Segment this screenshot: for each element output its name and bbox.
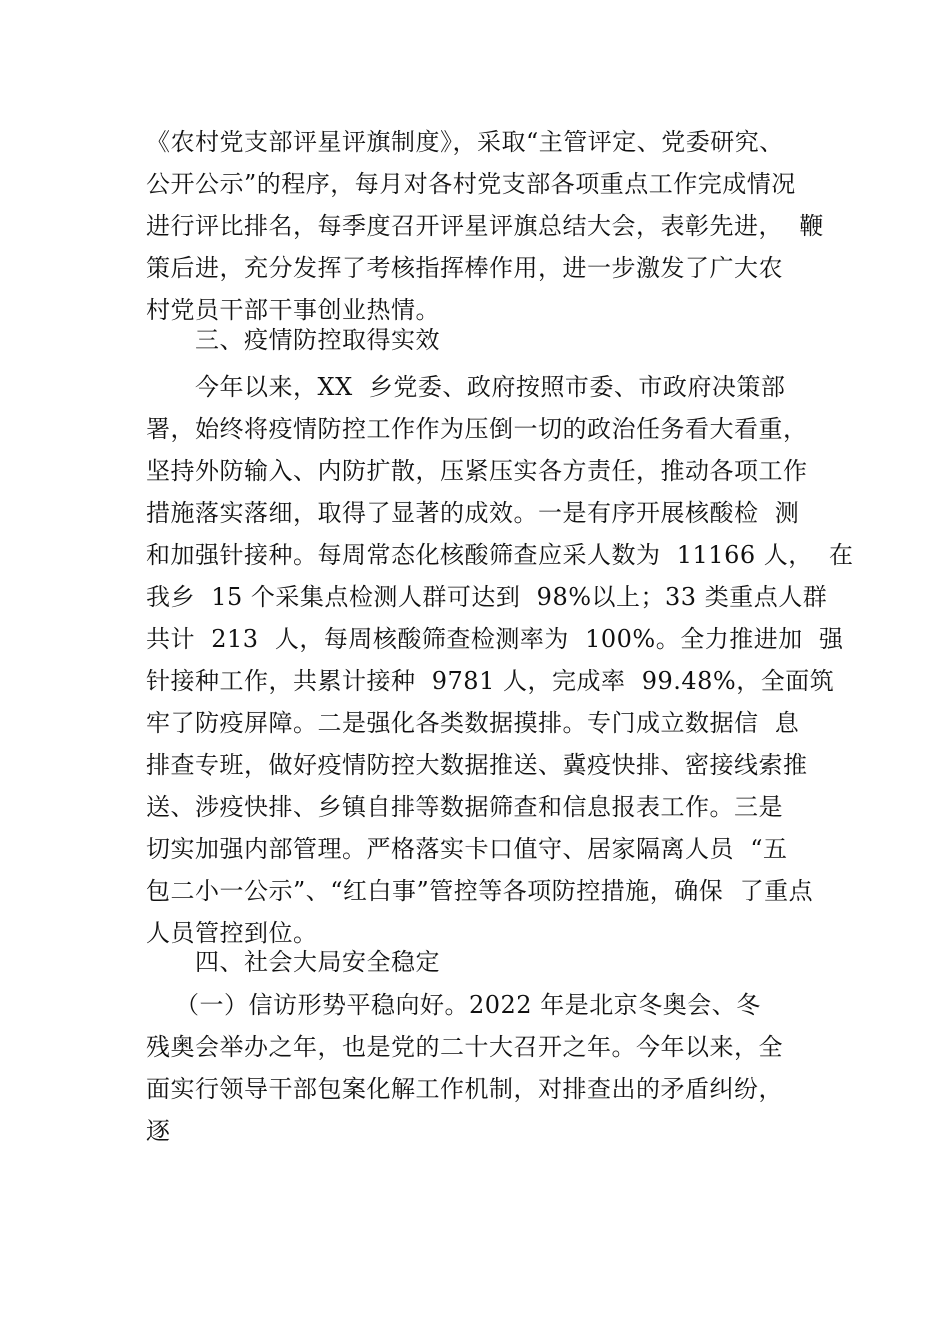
text-line: 共计 213 人，每周核酸筛查检测率为 100%。全力推进加 强 — [146, 625, 844, 653]
text-line: 针接种工作，共累计接种 9781 人，完成率 99.48%，全面筑 — [146, 667, 835, 695]
text-line: 今年以来，XX 乡党委、政府按照市委、市政府决策部 — [195, 373, 786, 401]
text-line: 逐 — [146, 1117, 171, 1145]
text-line: 包二小一公示”、“红白事”管控等各项防控措施，确保 了重点 — [146, 877, 814, 905]
text-line: 公开公示”的程序，每月对各村党支部各项重点工作完成情况 — [146, 170, 796, 198]
text-line: 人员管控到位。 — [146, 919, 318, 947]
section-heading: 三、疫情防控取得实效 — [195, 326, 440, 354]
text-line: 署，始终将疫情防控工作作为压倒一切的政治任务看大看重， — [146, 415, 808, 443]
text-line: 切实加强内部管理。严格落实卡口值守、居家隔离人员 “五 — [146, 835, 788, 863]
text-line: 排查专班，做好疫情防控大数据推送、冀疫快排、密接线索推 — [146, 751, 808, 779]
text-line: 残奥会举办之年，也是党的二十大召开之年。今年以来，全 — [146, 1033, 783, 1061]
text-line: 进行评比排名，每季度召开评星评旗总结大会，表彰先进， 鞭 — [146, 212, 824, 240]
text-line: （一）信访形势平稳向好。2022 年是北京冬奥会、冬 — [175, 991, 761, 1019]
text-line: 策后进，充分发挥了考核指挥棒作用，进一步激发了广大农 — [146, 254, 783, 282]
text-line: 和加强针接种。每周常态化核酸筛查应采人数为 11166 人， 在 — [146, 541, 854, 569]
text-line: 我乡 15 个采集点检测人群可达到 98%以上；33 类重点人群 — [146, 583, 828, 611]
text-line: 送、涉疫快排、乡镇自排等数据筛查和信息报表工作。三是 — [146, 793, 783, 821]
text-line: 牢了防疫屏障。二是强化各类数据摸排。专门成立数据信 息 — [146, 709, 800, 737]
text-line: 坚持外防输入、内防扩散，压紧压实各方责任，推动各项工作 — [146, 457, 808, 485]
text-line: 村党员干部干事创业热情。 — [146, 296, 440, 324]
text-line: 措施落实落细，取得了显著的成效。一是有序开展核酸检 测 — [146, 499, 800, 527]
section-heading: 四、社会大局安全稳定 — [195, 948, 440, 976]
text-line: 面实行领导干部包案化解工作机制，对排查出的矛盾纠纷， — [146, 1075, 783, 1103]
text-line: 《农村党支部评星评旗制度》，采取“主管评定、党委研究、 — [146, 128, 784, 156]
